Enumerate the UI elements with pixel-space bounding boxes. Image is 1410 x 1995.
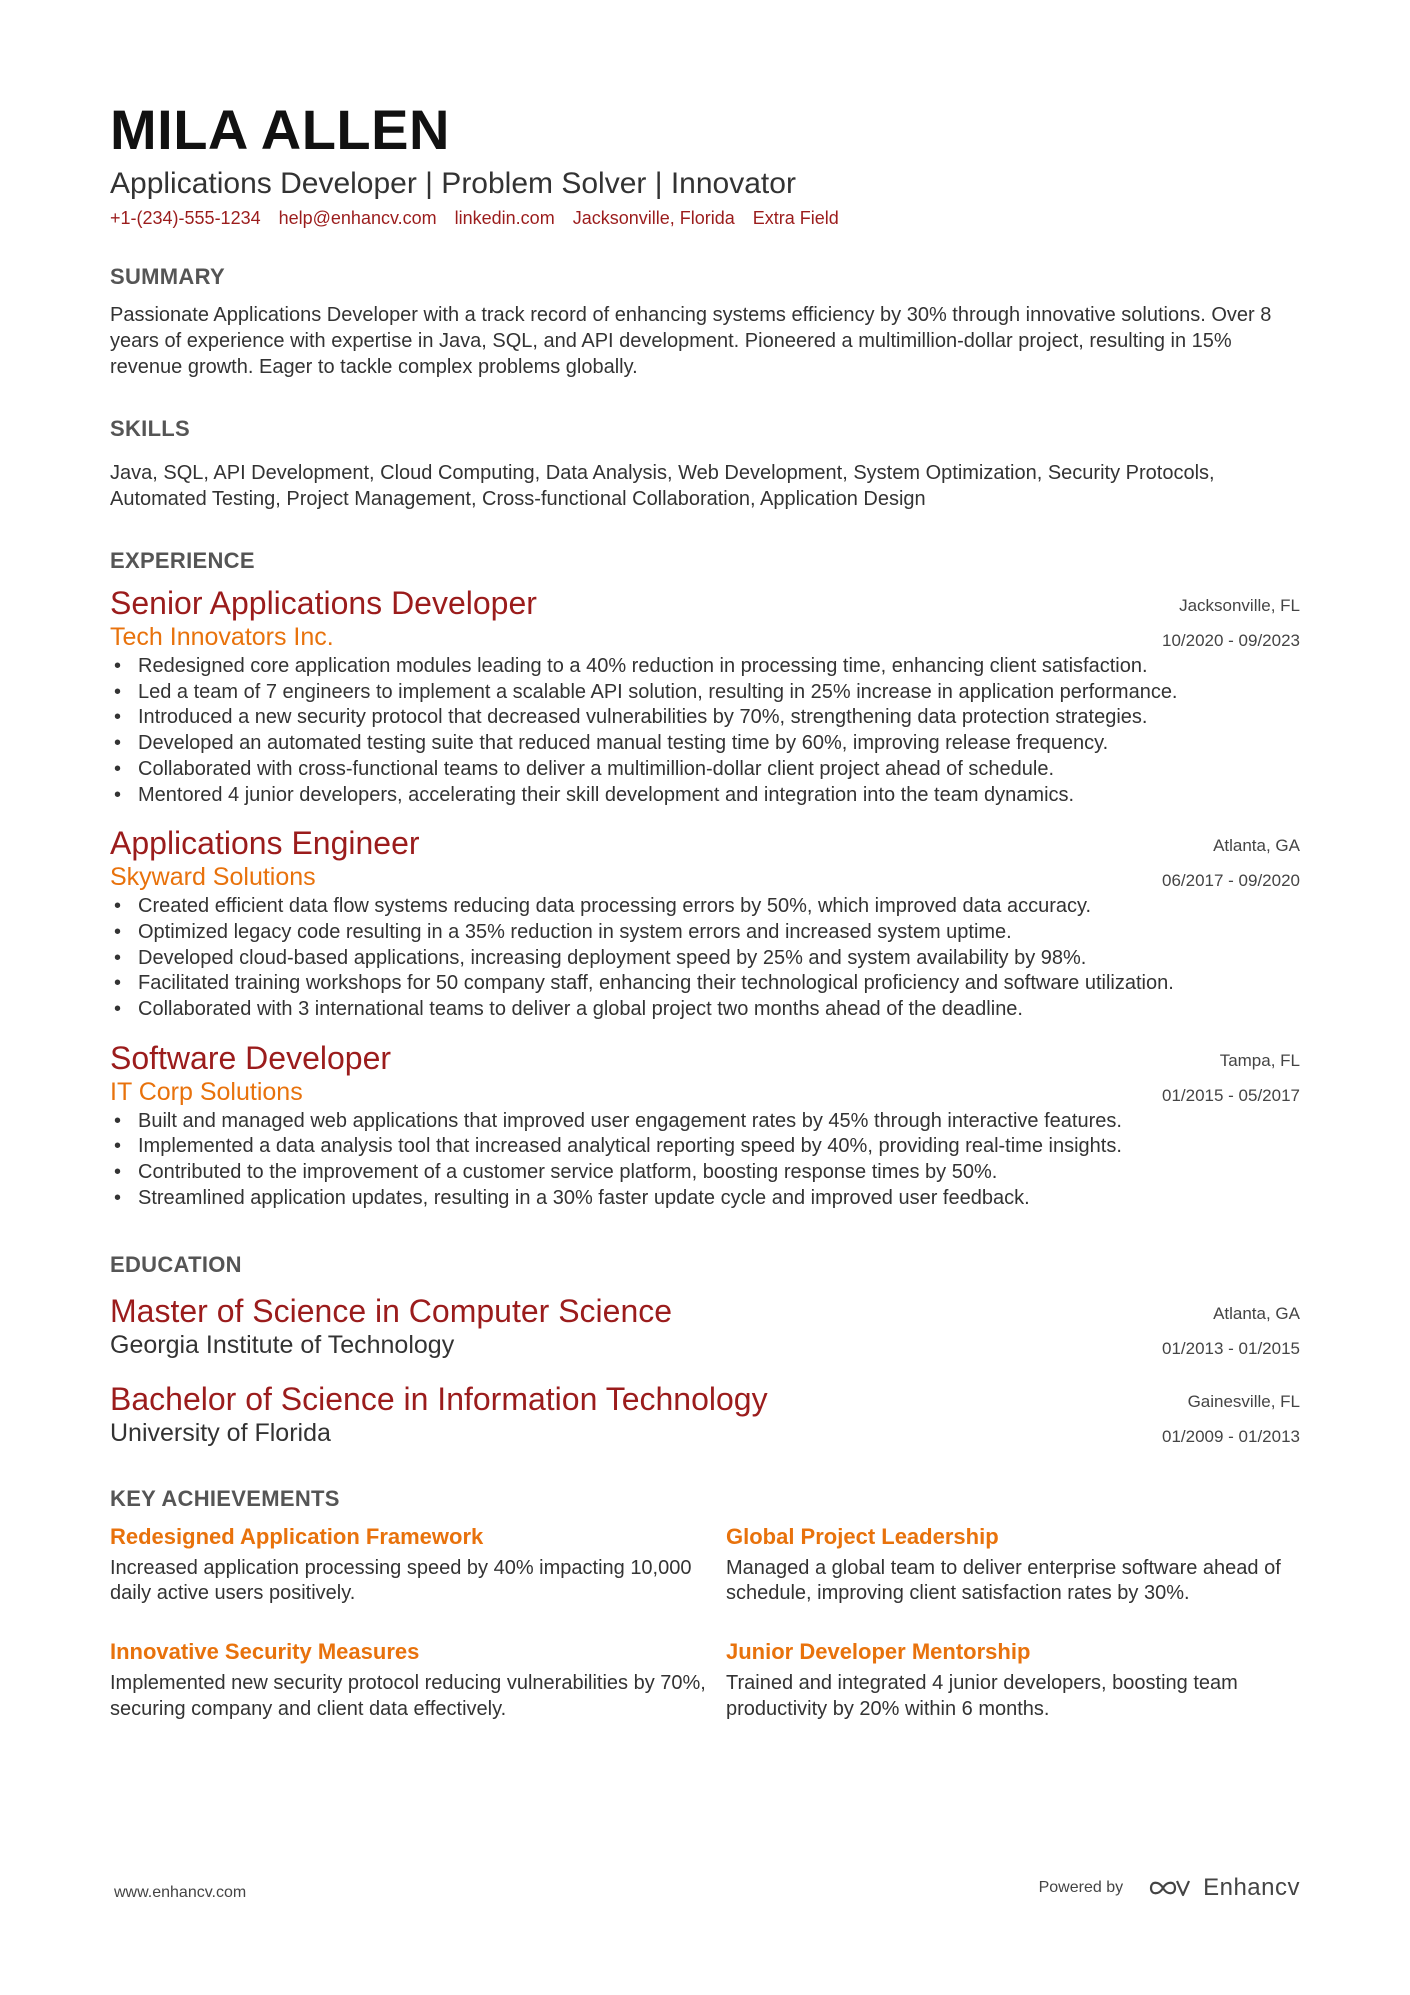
- summary-section: [110, 264, 1300, 380]
- bullet-item: • Contributed to the improvement of a customer service platform, boosting response times by 50%.: [110, 1160, 1300, 1186]
- enhancv-logo-icon: [1147, 1875, 1193, 1901]
- bullet-item: • Created efficient data flow systems reducing data processing errors by 50%, which improved data accuracy.: [110, 894, 1300, 920]
- section-title-experience: EXPERIENCE: [110, 548, 255, 573]
- achievement-description: Implemented new security protocol reducing vulnerabilities by 70%, securing company and client data effectively.: [110, 1671, 706, 1720]
- education-section: [110, 1252, 1300, 1448]
- bullet-item: • Collaborated with cross-functional teams to deliver a multimillion-dollar client project ahead of schedule.: [110, 757, 1300, 783]
- experience-entry-header: [110, 1039, 1300, 1107]
- achievement-description: Trained and integrated 4 junior developers, boosting team productivity by 20% within 6 months.: [726, 1671, 1238, 1720]
- job-dates: 01/2015 - 05/2017: [1161, 1085, 1300, 1105]
- company-name: IT Corp Solutions: [110, 1077, 303, 1106]
- contact-phone[interactable]: +1-(234)-555-1234: [110, 208, 261, 228]
- job-bullets: [110, 654, 1300, 808]
- experience-entry-header: [110, 584, 1300, 652]
- achievement-title: Redesigned Application Framework: [110, 1523, 484, 1549]
- school-name: Georgia Institute of Technology: [110, 1330, 455, 1359]
- bullet-item: • Collaborated with 3 international teams to deliver a global project two months ahead of the deadline.: [110, 997, 1300, 1023]
- candidate-tagline: Applications Developer | Problem Solver | Innovator: [110, 167, 796, 200]
- education-dates: 01/2013 - 01/2015: [1161, 1338, 1300, 1358]
- school-name: University of Florida: [110, 1418, 331, 1447]
- education-location: Atlanta, GA: [1213, 1303, 1300, 1323]
- contact-extra-field: Extra Field: [752, 208, 839, 228]
- education-dates: 01/2009 - 01/2013: [1161, 1426, 1300, 1446]
- bullet-item: • Developed an automated testing suite that reduced manual testing time by 60%, improving release frequency.: [110, 731, 1300, 757]
- resume-header: [110, 98, 1300, 230]
- degree-title: Bachelor of Science in Information Technology: [110, 1380, 768, 1417]
- achievements-section: [110, 1486, 1300, 1723]
- job-title: Applications Engineer: [110, 825, 420, 862]
- candidate-name: MILA ALLEN: [110, 98, 450, 161]
- job-meta: [1162, 824, 1300, 893]
- education-meta: [1162, 1380, 1300, 1449]
- contact-location: Jacksonville, Florida: [572, 208, 735, 228]
- bullet-item: • Optimized legacy code resulting in a 35% reduction in system errors and increased system uptime.: [110, 920, 1300, 946]
- footer-branding: [1039, 1874, 1300, 1902]
- experience-entry: [110, 824, 1300, 1023]
- achievements-grid: [110, 1522, 1300, 1723]
- bullet-item: • Implemented a data analysis tool that increased analytical reporting speed by 40%, providing real-time insights.: [110, 1134, 1300, 1160]
- bullet-item: • Developed cloud-based applications, increasing deployment speed by 25% and system availability by 98%.: [110, 946, 1300, 972]
- job-meta: [1162, 584, 1300, 653]
- job-title: Senior Applications Developer: [110, 585, 537, 621]
- skills-text: Java, SQL, API Development, Cloud Computing, Data Analysis, Web Development, System Optimization, Security Protocols, Automated Testing, Project Management, Cross-functional Collaboration, Application Design: [110, 462, 1215, 510]
- achievement-item: [726, 1637, 1300, 1722]
- bullet-item: • Facilitated training workshops for 50 company staff, enhancing their technological proficiency and software utilization.: [110, 971, 1300, 997]
- resume-page: [110, 98, 1300, 1722]
- section-title-education: EDUCATION: [110, 1251, 242, 1277]
- experience-section: [110, 548, 1300, 1212]
- job-location: Jacksonville, FL: [1179, 596, 1300, 615]
- achievement-title: Innovative Security Measures: [110, 1638, 420, 1664]
- education-entry: [110, 1380, 1300, 1448]
- job-dates: 06/2017 - 09/2020: [1161, 871, 1300, 891]
- enhancv-brand[interactable]: [1147, 1874, 1300, 1902]
- footer-website[interactable]: www.enhancv.com: [114, 1884, 247, 1901]
- section-title-skills: SKILLS: [110, 416, 191, 441]
- contact-linkedin[interactable]: linkedin.com: [454, 208, 555, 228]
- education-location: Gainesville, FL: [1187, 1391, 1300, 1411]
- contact-row: [110, 206, 1300, 230]
- achievement-description: Managed a global team to deliver enterprise software ahead of schedule, improving client satisfaction rates by 30%.: [726, 1556, 1281, 1605]
- achievement-title: Junior Developer Mentorship: [726, 1638, 1031, 1664]
- bullet-item: • Redesigned core application modules leading to a 40% reduction in processing time, enhancing client satisfaction.: [110, 654, 1300, 680]
- achievement-description: Increased application processing speed by 40% impacting 10,000 daily active users positively.: [110, 1556, 692, 1605]
- bullet-item: • Introduced a new security protocol that decreased vulnerabilities by 70%, strengthening data protection strategies.: [110, 705, 1300, 731]
- job-bullets: [110, 894, 1300, 1023]
- job-dates: 10/2020 - 09/2023: [1161, 631, 1300, 650]
- bullet-item: • Streamlined application updates, resulting in a 30% faster update cycle and improved user feedback.: [110, 1186, 1300, 1212]
- skills-section: [110, 416, 1300, 512]
- contact-email[interactable]: help@enhancv.com: [278, 208, 437, 228]
- bullet-item: • Led a team of 7 engineers to implement a scalable API solution, resulting in 25% increase in application performance.: [110, 680, 1300, 706]
- achievement-item: [110, 1637, 726, 1722]
- section-title-summary: SUMMARY: [110, 264, 225, 289]
- job-location: Tampa, FL: [1219, 1050, 1300, 1070]
- job-meta: [1162, 1039, 1300, 1108]
- company-name: Skyward Solutions: [110, 863, 316, 892]
- experience-entry: [110, 584, 1300, 808]
- summary-text: Passionate Applications Developer with a track record of enhancing systems efficiency by 30% through innovative solutions. Over 8 years of experience with expertise in Java, SQL, and API development. Pioneered a multimillion-dollar project, resulting in 15% revenue growth. Eager to tackle complex problems globally.: [110, 304, 1272, 378]
- achievement-item: [110, 1522, 726, 1607]
- education-entry: [110, 1292, 1300, 1360]
- experience-entry-header: [110, 824, 1300, 892]
- company-name: Tech Innovators Inc.: [110, 623, 334, 651]
- job-title: Software Developer: [110, 1039, 392, 1076]
- powered-by-label: Powered by: [1038, 1879, 1124, 1896]
- bullet-item: • Built and managed web applications that improved user engagement rates by 45% through interactive features.: [110, 1109, 1300, 1135]
- achievement-title: Global Project Leadership: [726, 1523, 999, 1549]
- section-title-achievements: KEY ACHIEVEMENTS: [110, 1485, 340, 1511]
- achievement-item: [726, 1522, 1300, 1607]
- education-meta: [1162, 1292, 1300, 1361]
- enhancv-brand-label: Enhancv: [1203, 1874, 1300, 1901]
- bullet-item: • Mentored 4 junior developers, accelerating their skill development and integration into the team dynamics.: [110, 783, 1300, 809]
- job-location: Atlanta, GA: [1213, 836, 1300, 856]
- job-bullets: [110, 1109, 1300, 1212]
- degree-title: Master of Science in Computer Science: [110, 1292, 673, 1329]
- experience-entry: [110, 1039, 1300, 1212]
